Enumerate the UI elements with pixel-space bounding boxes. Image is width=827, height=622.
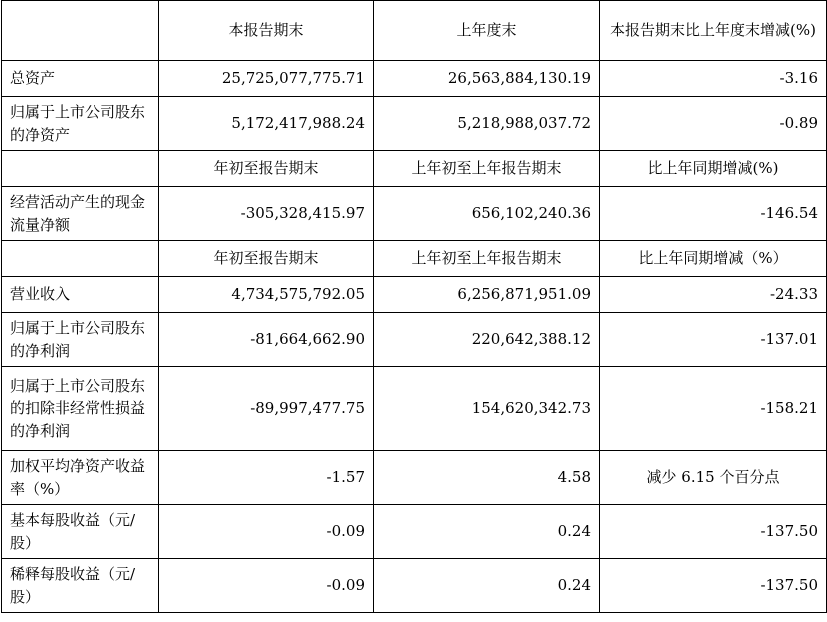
section-header-prev-ytd: 上年初至上年报告期末 bbox=[374, 151, 600, 187]
section-header-row bbox=[2, 241, 827, 277]
row-value-change: -137.50 bbox=[600, 505, 827, 559]
section-header-empty bbox=[2, 241, 159, 277]
row-label-revenue: 营业收入 bbox=[2, 277, 159, 313]
row-label-weighted-roe: 加权平均净资产收益率（%） bbox=[2, 451, 159, 505]
row-value-current: -305,328,415.97 bbox=[159, 187, 374, 241]
row-value-change: -137.50 bbox=[600, 559, 827, 613]
financial-summary-table bbox=[1, 0, 827, 613]
section-header-ytd: 年初至报告期末 bbox=[159, 151, 374, 187]
row-label-net-assets: 归属于上市公司股东的净资产 bbox=[2, 97, 159, 151]
table-row bbox=[2, 97, 827, 151]
row-value-previous: 5,218,988,037.72 bbox=[374, 97, 600, 151]
section-header-empty bbox=[2, 151, 159, 187]
row-value-change: -146.54 bbox=[600, 187, 827, 241]
table-row bbox=[2, 61, 827, 97]
row-label-total-assets: 总资产 bbox=[2, 61, 159, 97]
row-value-current: 4,734,575,792.05 bbox=[159, 277, 374, 313]
section-header-change: 比上年同期增减（%） bbox=[600, 241, 827, 277]
row-label-net-profit: 归属于上市公司股东的净利润 bbox=[2, 313, 159, 367]
row-value-current: -0.09 bbox=[159, 505, 374, 559]
row-value-previous: 0.24 bbox=[374, 505, 600, 559]
row-label-operating-cashflow: 经营活动产生的现金流量净额 bbox=[2, 187, 159, 241]
table-row bbox=[2, 367, 827, 451]
row-value-change: -24.33 bbox=[600, 277, 827, 313]
header-cell-empty bbox=[2, 1, 159, 61]
row-value-previous: 220,642,388.12 bbox=[374, 313, 600, 367]
row-value-change: 减少 6.15 个百分点 bbox=[600, 451, 827, 505]
table-header-row bbox=[2, 1, 827, 61]
row-value-current: -81,664,662.90 bbox=[159, 313, 374, 367]
section-header-prev-ytd: 上年初至上年报告期末 bbox=[374, 241, 600, 277]
row-value-previous: 0.24 bbox=[374, 559, 600, 613]
row-value-previous: 26,563,884,130.19 bbox=[374, 61, 600, 97]
row-label-net-profit-excl-nonrecurring: 归属于上市公司股东的扣除非经常性损益的净利润 bbox=[2, 367, 159, 451]
row-value-current: -89,997,477.75 bbox=[159, 367, 374, 451]
row-value-current: -0.09 bbox=[159, 559, 374, 613]
table-row bbox=[2, 451, 827, 505]
header-cell-current-period: 本报告期末 bbox=[159, 1, 374, 61]
row-value-change: -158.21 bbox=[600, 367, 827, 451]
row-label-diluted-eps: 稀释每股收益（元/股） bbox=[2, 559, 159, 613]
row-value-change: -0.89 bbox=[600, 97, 827, 151]
row-value-current: 5,172,417,988.24 bbox=[159, 97, 374, 151]
row-label-basic-eps: 基本每股收益（元/股） bbox=[2, 505, 159, 559]
row-value-change: -3.16 bbox=[600, 61, 827, 97]
table-row bbox=[2, 187, 827, 241]
row-value-previous: 4.58 bbox=[374, 451, 600, 505]
table-row bbox=[2, 559, 827, 613]
table-row bbox=[2, 313, 827, 367]
table-row bbox=[2, 505, 827, 559]
row-value-previous: 656,102,240.36 bbox=[374, 187, 600, 241]
row-value-change: -137.01 bbox=[600, 313, 827, 367]
section-header-ytd: 年初至报告期末 bbox=[159, 241, 374, 277]
row-value-current: 25,725,077,775.71 bbox=[159, 61, 374, 97]
row-value-previous: 6,256,871,951.09 bbox=[374, 277, 600, 313]
header-cell-change: 本报告期末比上年度末增减(%) bbox=[600, 1, 827, 61]
row-value-previous: 154,620,342.73 bbox=[374, 367, 600, 451]
section-header-change: 比上年同期增减(%) bbox=[600, 151, 827, 187]
row-value-current: -1.57 bbox=[159, 451, 374, 505]
header-cell-previous-year-end: 上年度末 bbox=[374, 1, 600, 61]
table-row bbox=[2, 277, 827, 313]
section-header-row bbox=[2, 151, 827, 187]
